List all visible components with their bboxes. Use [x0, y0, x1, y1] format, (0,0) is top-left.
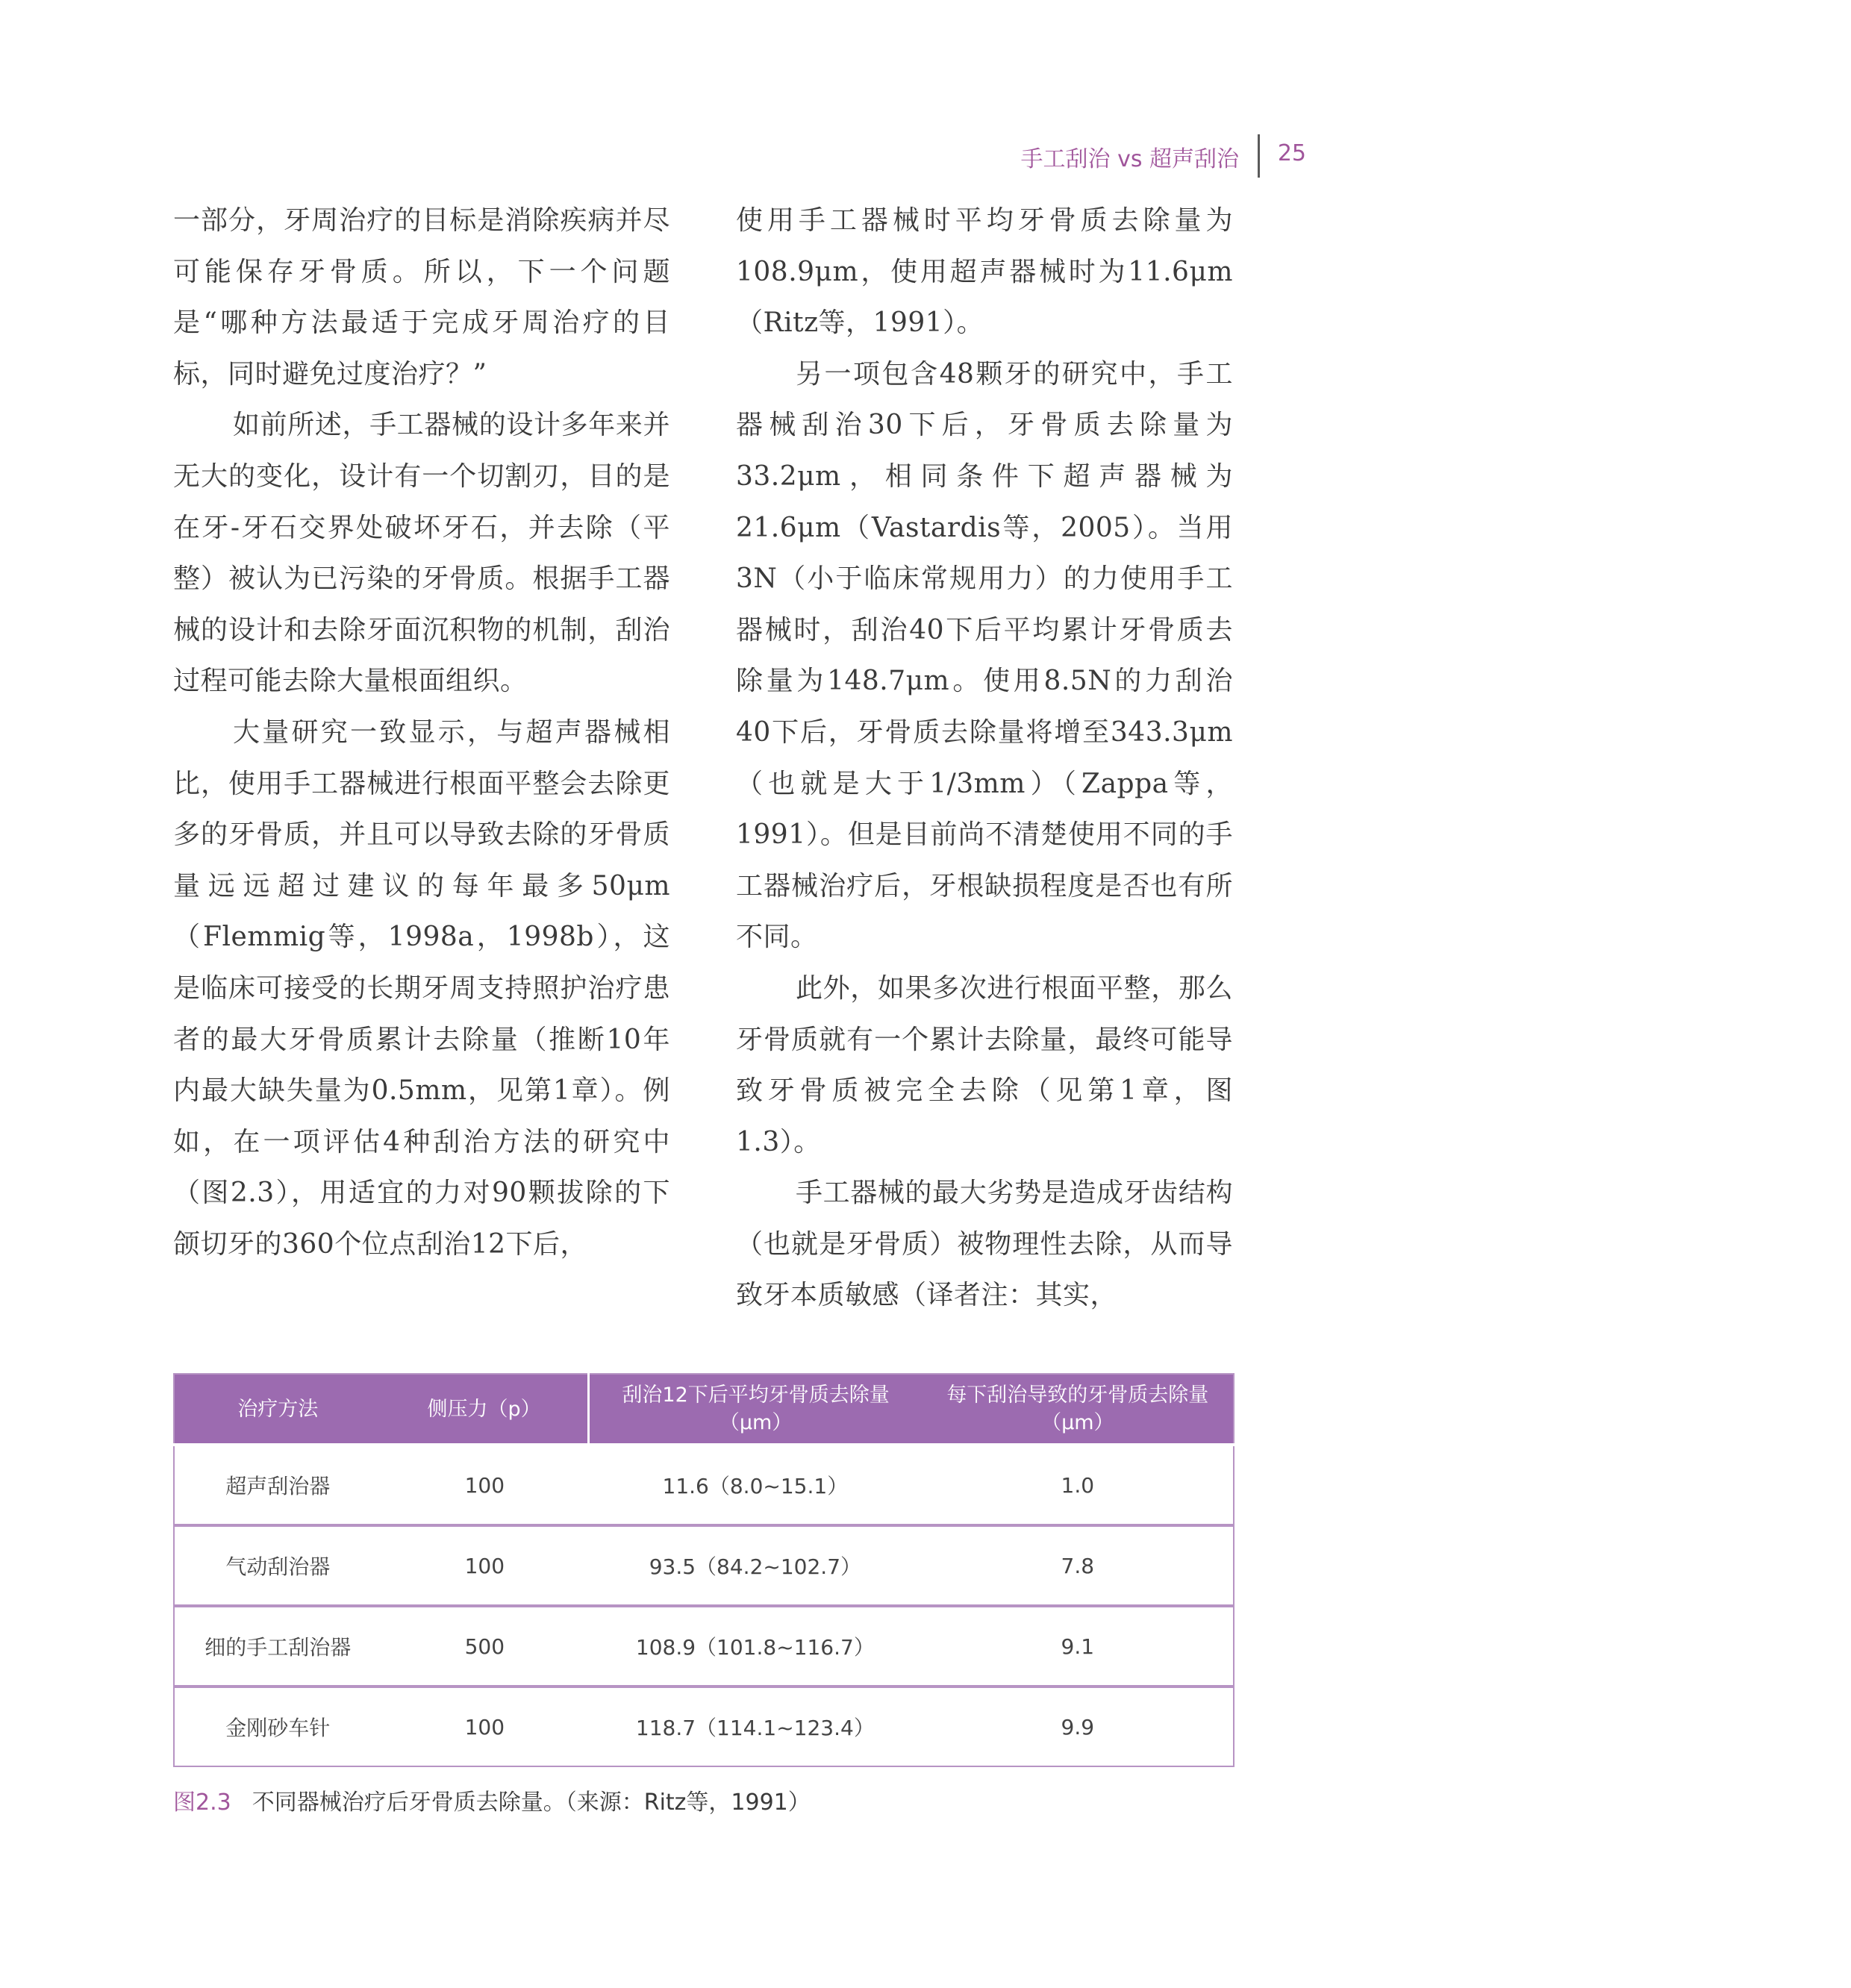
cell-per-stroke: 9.1: [923, 1606, 1234, 1687]
running-header: [970, 134, 1306, 179]
cell-method: 超声刮治器: [174, 1445, 381, 1525]
header-mean-removal: 刮治12下后平均牙骨质去除量（μm）: [588, 1374, 923, 1445]
figure-caption: [173, 1784, 1234, 1816]
paragraph: 手工器械的最大劣势是造成牙齿结构（也就是牙骨质）被物理性去除，从而导致牙本质敏感（译者注：其实，: [736, 1178, 1233, 1311]
cell-per-stroke: 9.9: [923, 1687, 1234, 1766]
cell-method: 气动刮治器: [174, 1525, 381, 1606]
cell-mean-removal: 118.7（114.1~123.4）: [588, 1687, 923, 1766]
figure-caption-text: 不同器械治疗后牙骨质去除量。（来源：Ritz等，1991）: [252, 1789, 811, 1816]
left-text-column: [173, 196, 670, 1270]
paragraph: 大量研究一致显示，与超声器械相比，使用手工器械进行根面平整会去除更多的牙骨质，并且可以导致去除的牙骨质量远远超过建议的每年最多50μm（Flemmig等，1998a，1998b），这是临床可接受的长期牙周支持照护治疗患者的最大牙骨质累计去除量（推断10年内最大缺失量为0.5mm，见第1章）。例如，在一项评估4种刮治方法的研究中（图2.3），用适宜的力对90颗拔除的下颌切牙的360个位点刮治12下后，: [173, 716, 670, 1260]
header-lateral-force: 侧压力（p）: [381, 1374, 589, 1445]
cell-force: 500: [381, 1606, 589, 1687]
cell-per-stroke: 7.8: [923, 1525, 1234, 1606]
cell-force: 100: [381, 1445, 589, 1525]
paragraph: 一部分，牙周治疗的目标是消除疾病并尽可能保存牙骨质。所以，下一个问题是“哪种方法最适于完成牙周治疗的目标，同时避免过度治疗？”: [173, 205, 670, 390]
table-row: [174, 1606, 1234, 1687]
right-text-column: [736, 196, 1233, 1322]
paragraph: 另一项包含48颗牙的研究中，手工器械刮治30下后，牙骨质去除量为33.2μm，相同条件下超声器械为21.6μm（Vastardis等，2005）。当用3N（小于临床常规用力）的力使用手工器械时，刮治40下后平均累计牙骨质去除量为148.7μm。使用8.5N的力刮治40下后，牙骨质去除量将增至343.3μm（也就是大于1/3mm）（Zappa等，1991）。但是目前尚不清楚使用不同的手工器械治疗后，牙根缺损程度是否也有所不同。: [736, 358, 1233, 953]
figure-label: 图2.3: [173, 1789, 231, 1816]
table-row: [174, 1687, 1234, 1766]
cell-mean-removal: 11.6（8.0~15.1）: [588, 1445, 923, 1525]
page-number: 25: [1277, 140, 1306, 166]
cementum-removal-table: [173, 1373, 1234, 1767]
running-header-title: 手工刮治 vs 超声刮治: [1020, 146, 1239, 172]
cell-method: 金刚砂车针: [174, 1687, 381, 1766]
cell-mean-removal: 93.5（84.2~102.7）: [588, 1525, 923, 1606]
cell-force: 100: [381, 1525, 589, 1606]
paragraph: 此外，如果多次进行根面平整，那么牙骨质就有一个累计去除量，最终可能导致牙骨质被完全去除（见第1章，图1.3）。: [736, 972, 1233, 1157]
figure-table: [173, 1373, 1234, 1767]
header-method: 治疗方法: [174, 1374, 381, 1445]
table-row: [174, 1445, 1234, 1525]
cell-mean-removal: 108.9（101.8~116.7）: [588, 1606, 923, 1687]
paragraph: 使用手工器械时平均牙骨质去除量为108.9μm，使用超声器械时为11.6μm（Ritz等，1991）。: [736, 205, 1233, 339]
header-divider: [1258, 134, 1260, 178]
header-per-stroke-removal: 每下刮治导致的牙骨质去除量（μm）: [923, 1374, 1234, 1445]
cell-method: 细的手工刮治器: [174, 1606, 381, 1687]
cell-per-stroke: 1.0: [923, 1445, 1234, 1525]
cell-force: 100: [381, 1687, 589, 1766]
paragraph: 如前所述，手工器械的设计多年来并无大的变化，设计有一个切割刃，目的是在牙-牙石交界处破坏牙石，并去除（平整）被认为已污染的牙骨质。根据手工器械的设计和去除牙面沉积物的机制，刮治过程可能去除大量根面组织。: [173, 410, 670, 697]
table-row: [174, 1525, 1234, 1606]
table-header-row: [174, 1374, 1234, 1445]
